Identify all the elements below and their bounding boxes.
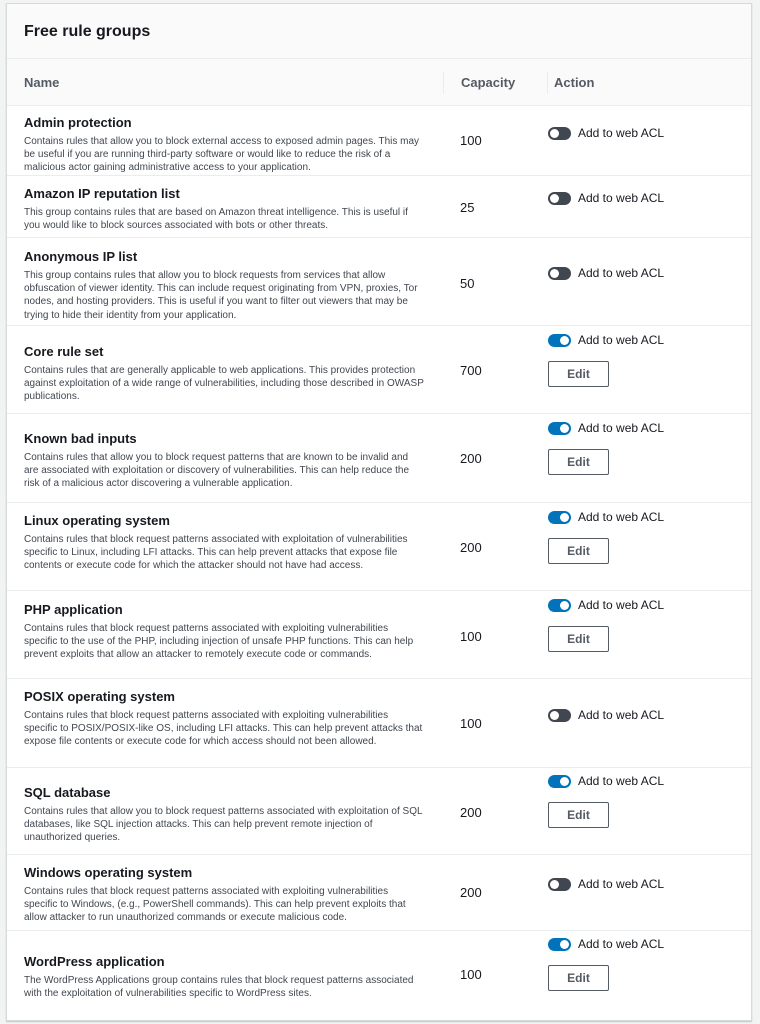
rule-description: Contains rules that block request patterns associated with exploiting vulnerabilities specific to POSIX/POSIX-like OS, including LFI attacks. This can help prevent attacks that expose file contents or execute code for which access should not been allowed. xyxy=(24,710,423,748)
rule-name-cell xyxy=(24,249,424,322)
rule-description: Contains rules that block request patterns associated with exploitation of vulnerabilities specific to Linux, including LFI attacks. This can help prevent attacks that expose file contents or execute code for which the attacker should not have had access. xyxy=(24,534,408,572)
rule-name: SQL database xyxy=(24,785,111,800)
add-to-web-acl-toggle[interactable] xyxy=(548,937,664,951)
toggle-knob xyxy=(560,336,569,345)
table-row xyxy=(7,414,751,503)
rule-name-cell xyxy=(24,954,424,1000)
rule-description: Contains rules that are generally applicable to web applications. This provides protection against exploitation of a wide range of vulnerabilities, including those described in OWASP publications. xyxy=(24,365,424,403)
rule-action-cell xyxy=(548,191,664,205)
column-header-capacity-label: Capacity xyxy=(461,74,516,90)
panel-title: Free rule groups xyxy=(24,23,151,40)
rule-action-cell xyxy=(548,937,664,991)
toggle-knob xyxy=(560,513,569,522)
rule-name: Anonymous IP list xyxy=(24,249,138,264)
rule-name-cell xyxy=(24,865,424,925)
toggle-switch-icon[interactable] xyxy=(548,775,571,788)
rule-name: PHP application xyxy=(24,602,123,617)
rule-capacity: 200 xyxy=(460,885,482,900)
rule-name-cell xyxy=(24,689,424,749)
rule-name: Known bad inputs xyxy=(24,431,137,446)
add-to-web-acl-toggle[interactable] xyxy=(548,421,664,435)
rule-action-cell xyxy=(548,598,664,652)
edit-button[interactable]: Edit xyxy=(548,449,609,475)
toggle-switch-icon[interactable] xyxy=(548,127,571,140)
rule-capacity: 100 xyxy=(460,629,482,644)
toggle-knob xyxy=(550,269,559,278)
table-row xyxy=(7,679,751,768)
table-row xyxy=(7,176,751,238)
rule-action-cell xyxy=(548,421,664,475)
rule-name-cell xyxy=(24,115,424,175)
rule-action-cell xyxy=(548,877,664,891)
toggle-label: Add to web ACL xyxy=(578,421,665,435)
toggle-knob xyxy=(560,777,569,786)
rule-description: Contains rules that block request patterns associated with exploiting vulnerabilities specific to Windows, (e.g., PowerShell commands). This can help prevent exploits that allow attacker to run unauthorized commands or execute malicious code. xyxy=(24,886,406,924)
toggle-label: Add to web ACL xyxy=(578,937,665,951)
column-header-name xyxy=(7,59,444,105)
rule-action-cell xyxy=(548,126,664,140)
rule-name: Amazon IP reputation list xyxy=(24,186,180,201)
add-to-web-acl-toggle[interactable] xyxy=(548,708,664,722)
rule-name: Core rule set xyxy=(24,344,104,359)
toggle-knob xyxy=(550,194,559,203)
rule-action-cell xyxy=(548,774,664,828)
add-to-web-acl-toggle[interactable] xyxy=(548,510,664,524)
toggle-label: Add to web ACL xyxy=(578,266,665,280)
rule-capacity: 100 xyxy=(460,133,482,148)
rule-capacity: 25 xyxy=(460,200,475,215)
column-header-name-label: Name xyxy=(24,74,60,90)
toggle-switch-icon[interactable] xyxy=(548,878,571,891)
panel-header xyxy=(7,4,751,59)
rule-name-cell xyxy=(24,513,424,573)
toggle-label: Add to web ACL xyxy=(578,598,665,612)
rule-name-cell xyxy=(24,785,424,845)
rule-name-cell xyxy=(24,431,424,491)
table-row xyxy=(7,591,751,679)
column-header-capacity xyxy=(444,59,548,105)
edit-button[interactable]: Edit xyxy=(548,538,609,564)
add-to-web-acl-toggle[interactable] xyxy=(548,877,664,891)
table-row xyxy=(7,238,751,326)
rule-capacity: 700 xyxy=(460,363,482,378)
toggle-label: Add to web ACL xyxy=(578,333,665,347)
toggle-switch-icon[interactable] xyxy=(548,267,571,280)
add-to-web-acl-toggle[interactable] xyxy=(548,598,664,612)
toggle-switch-icon[interactable] xyxy=(548,334,571,347)
table-row xyxy=(7,931,751,1019)
rule-groups-panel xyxy=(6,3,752,1021)
toggle-knob xyxy=(550,880,559,889)
rule-description: This group contains rules that are based on Amazon threat intelligence. This is useful if you would like to block sources associated with bots or other threats. xyxy=(24,207,408,232)
toggle-knob xyxy=(560,601,569,610)
rule-capacity: 200 xyxy=(460,540,482,555)
toggle-label: Add to web ACL xyxy=(578,510,665,524)
add-to-web-acl-toggle[interactable] xyxy=(548,333,664,347)
toggle-switch-icon[interactable] xyxy=(548,511,571,524)
rule-capacity: 200 xyxy=(460,451,482,466)
edit-button[interactable]: Edit xyxy=(548,626,609,652)
rule-description: Contains rules that allow you to block external access to exposed admin pages. This may be useful if you are running third-party software or would like to reduce the risk of a malicious actor gaining administrative access to your application. xyxy=(24,136,420,174)
add-to-web-acl-toggle[interactable] xyxy=(548,774,664,788)
add-to-web-acl-toggle[interactable] xyxy=(548,126,664,140)
toggle-label: Add to web ACL xyxy=(578,877,665,891)
column-header-action-label: Action xyxy=(554,74,595,90)
rule-name: Linux operating system xyxy=(24,513,170,528)
toggle-label: Add to web ACL xyxy=(578,126,665,140)
rule-description: Contains rules that allow you to block request patterns associated with exploitation of SQL databases, like SQL injection attacks. This can help prevent remote injection of unauthorized queries. xyxy=(24,806,423,844)
table-header xyxy=(7,59,751,106)
rule-name: WordPress application xyxy=(24,954,165,969)
table-row xyxy=(7,855,751,931)
rule-name-cell xyxy=(24,186,424,232)
table-row xyxy=(7,106,751,176)
edit-button[interactable]: Edit xyxy=(548,965,609,991)
rule-description: Contains rules that block request patterns associated with exploiting vulnerabilities specific to the use of the PHP, including injection of unsafe PHP functions. This can help prevent exploits that allow an attacker to remotely execute code or commands. xyxy=(24,623,414,661)
rule-action-cell xyxy=(548,510,664,564)
rule-description: The WordPress Applications group contains rules that block request patterns associated with the exploitation of vulnerabilities specific to WordPress sites. xyxy=(24,975,414,1000)
rule-action-cell xyxy=(548,333,664,387)
rule-name: Windows operating system xyxy=(24,865,193,880)
toggle-switch-icon[interactable] xyxy=(548,938,571,951)
toggle-knob xyxy=(560,424,569,433)
toggle-knob xyxy=(550,711,559,720)
rule-capacity: 200 xyxy=(460,805,482,820)
toggle-label: Add to web ACL xyxy=(578,774,665,788)
add-to-web-acl-toggle[interactable] xyxy=(548,266,664,280)
toggle-switch-icon[interactable] xyxy=(548,709,571,722)
toggle-switch-icon[interactable] xyxy=(548,422,571,435)
toggle-label: Add to web ACL xyxy=(578,191,665,205)
table-row xyxy=(7,768,751,855)
edit-button[interactable]: Edit xyxy=(548,361,609,387)
edit-button[interactable]: Edit xyxy=(548,802,609,828)
rule-capacity: 100 xyxy=(460,967,482,982)
toggle-knob xyxy=(550,129,559,138)
rule-name-cell xyxy=(24,344,424,404)
rule-name: Admin protection xyxy=(24,115,132,130)
rule-capacity: 100 xyxy=(460,716,482,731)
table-row xyxy=(7,503,751,591)
rule-name: POSIX operating system xyxy=(24,689,175,704)
rule-action-cell xyxy=(548,708,664,722)
toggle-knob xyxy=(560,940,569,949)
rule-capacity: 50 xyxy=(460,276,475,291)
toggle-switch-icon[interactable] xyxy=(548,599,571,612)
rule-description: This group contains rules that allow you to block requests from services that allow obfuscation of viewer identity. This can include request originating from VPN, proxies, Tor nodes, and hosting providers. This is useful if you want to filter out viewers that may be trying to hide their identity from your application. xyxy=(24,270,418,321)
rule-description: Contains rules that allow you to block request patterns that are known to be invalid and are associated with exploitation or discovery of vulnerabilities. This can help reduce the risk of a malicious actor discovering a vulnerable application. xyxy=(24,452,410,490)
column-header-action xyxy=(548,59,751,105)
table-row xyxy=(7,326,751,414)
add-to-web-acl-toggle[interactable] xyxy=(548,191,664,205)
toggle-label: Add to web ACL xyxy=(578,708,665,722)
toggle-switch-icon[interactable] xyxy=(548,192,571,205)
rule-name-cell xyxy=(24,602,424,662)
rule-action-cell xyxy=(548,266,664,280)
